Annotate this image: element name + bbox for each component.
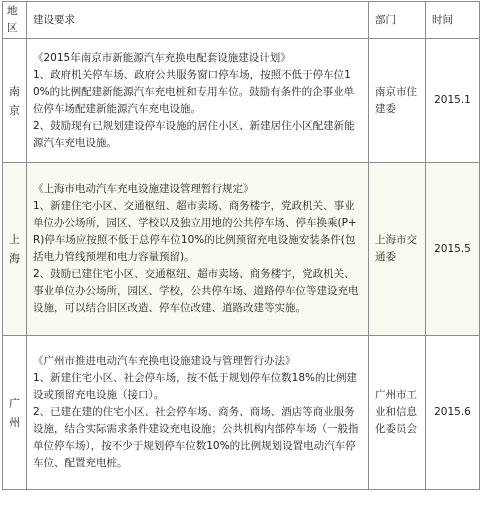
requirement-paragraph: 《上海市电动汽车充电设施建设管理暂行规定》 (33, 183, 254, 195)
region-char: 海 (9, 252, 20, 265)
region-char: 上 (9, 233, 20, 246)
header-department: 部门 (369, 2, 426, 39)
time-cell: 2015.6 (426, 336, 480, 490)
table-row (3, 39, 480, 163)
region-char: 京 (9, 103, 20, 117)
requirements-cell (27, 336, 369, 490)
region-cell (3, 163, 27, 336)
region-cell (3, 336, 27, 490)
policy-table (2, 1, 480, 490)
requirement-paragraph: 1、政府机关停车场、政府公共服务窗口停车场，按照不低于停车位10%的比例配建新能源汽车充电桩和专用车位。鼓励有条件的企事业单位停车场配建新能源汽车充电设施。 (33, 68, 355, 115)
table-header-row (3, 2, 480, 39)
header-region: 地区 (3, 2, 27, 39)
requirement-paragraph: 2、鼓励已建住宅小区、交通枢纽、超市卖场、商务楼宇，党政机关、事业单位办公场所，园区、学校，公共停车场、道路停车位等建设充电设施，可以结合旧区改造、停车位改建、道路改建等实施。 (33, 268, 359, 314)
requirement-paragraph: 《2015年南京市新能源汽车充换电配套设施建设计划》 (33, 51, 291, 64)
region-cell (3, 39, 27, 163)
time-cell: 2015.5 (426, 163, 480, 336)
requirement-paragraph: 1、新建住宅小区、交通枢纽、超市卖场、商务楼宇，党政机关、事业单位办公场所，园区、学校以及独立用地的公共停车场、停车换乘(P+R)停车场应按照不低于总停车位10%的比例预留充电设施安装条件(包括电力管线预埋和电力容量预留)。 (33, 200, 357, 263)
table-row (3, 336, 480, 490)
requirement-paragraph: 《广州市推进电动汽车充换电设施建设与管理暂行办法》 (33, 355, 296, 367)
requirement-paragraph: 2、已建在建的住宅小区、社会停车场、商务、商场、酒店等商业服务设施，结合实际需求条件建设充电设施；公共机构内部停车场（一般指单位停车场），按不少于规划停车位数10%的比例规划设置电动汽车停车位、配置充电桩。 (33, 406, 359, 469)
department-cell: 上海市交通委 (369, 163, 426, 336)
region-char: 州 (9, 415, 20, 429)
table-row (3, 163, 480, 336)
header-time: 时间 (426, 2, 480, 39)
requirements-cell (27, 163, 369, 336)
requirement-paragraph: 2、鼓励现有已规划建设停车设施的居住小区、新建居住小区配建新能源汽车充电设施。 (33, 119, 355, 149)
header-requirements: 建设要求 (27, 2, 369, 39)
department-cell: 南京市住建委 (369, 39, 426, 163)
region-char: 南 (9, 84, 20, 98)
requirements-cell (27, 39, 369, 163)
region-char: 广 (9, 396, 20, 410)
requirement-paragraph: 1、新建住宅小区、社会停车场，按不低于规划停车位数18%的比例建设或预留充电设施（接口）。 (33, 372, 358, 401)
department-cell: 广州市工业和信息化委员会 (369, 336, 426, 490)
time-cell: 2015.1 (426, 39, 480, 163)
